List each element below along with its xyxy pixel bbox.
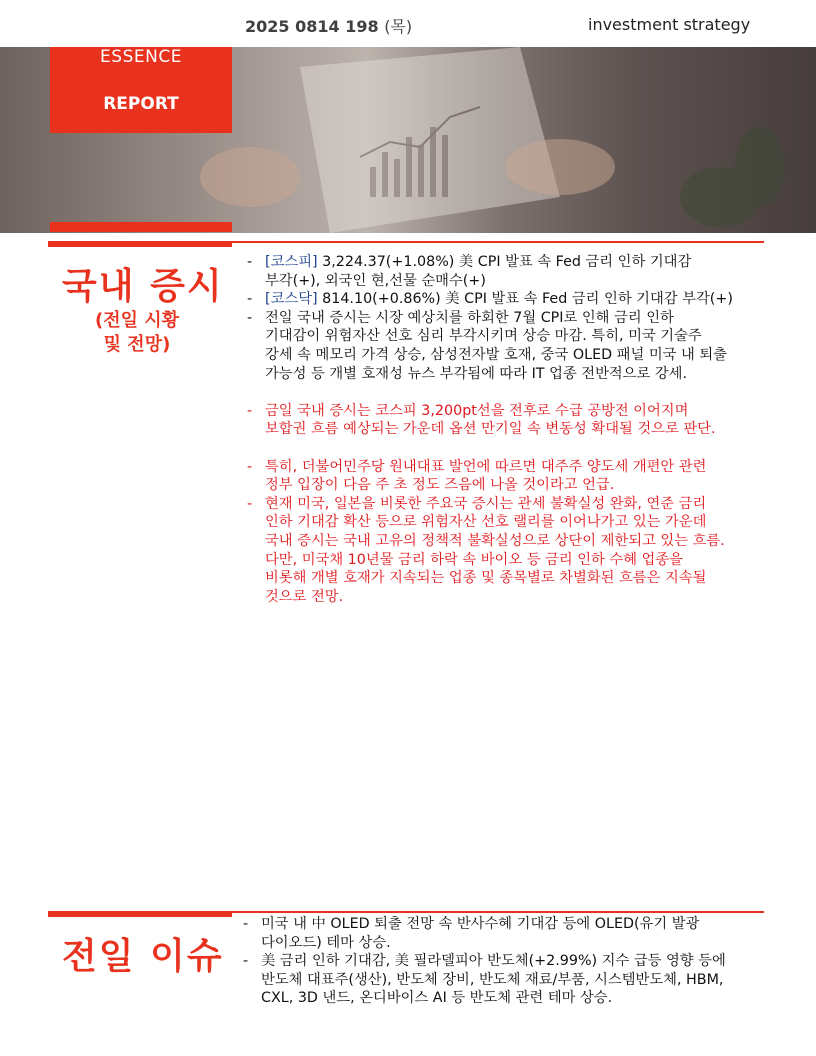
kospi-tag: [코스피] <box>265 254 318 270</box>
issue-line: 반도체 대표주(생산), 반도체 장비, 반도체 재료/부품, 시스템반도체, HBM, <box>261 971 724 988</box>
issue-bullet <box>243 915 726 952</box>
brand-line-report: REPORT <box>103 94 179 114</box>
kospi-bullet <box>247 253 733 290</box>
brand-line-essence: ESSENCE <box>100 47 182 67</box>
review-line: 기대감이 위험자산 선호 심리 부각시키며 상승 마감. 특히, 미국 기술주 <box>265 328 702 345</box>
review-line: - 전일 국내 증시는 시장 예상치를 하회한 7월 CPI로 인해 금리 인하 <box>265 309 674 326</box>
report-category: investment strategy <box>588 15 751 34</box>
global-line: 것으로 전망. <box>265 588 344 605</box>
global-line: 비롯해 개별 호재가 지속되는 업종 및 종목별로 차별화된 흐름은 지속될 <box>265 570 707 587</box>
review-line: 강세 속 메모리 가격 상승, 삼성전자발 호재, 중국 OLED 패널 미국 내 퇴출 <box>265 346 727 363</box>
section-divider-top-thick <box>48 241 232 247</box>
global-line: 다만, 미국채 10년물 금리 하락 속 바이오 등 금리 인하 수혜 업종을 <box>265 551 683 568</box>
review-bullet <box>247 309 733 383</box>
tax-bullet <box>247 458 733 495</box>
global-bullet <box>247 495 733 607</box>
outlook-line: - 금일 국내 증시는 코스피 3,200pt선을 전후로 수급 공방전 이어지며 <box>265 402 689 419</box>
issues-bullets <box>243 915 726 1008</box>
outlook-bullet <box>247 402 733 439</box>
issue-line: - 美 금리 인하 기대감, 美 필라델피아 반도체(+2.99%) 지수 급등 영향 등에 <box>261 953 726 970</box>
global-line: 국내 증시는 국내 고유의 정책적 불확실성으로 상단이 제한되고 있는 흐름. <box>265 532 725 549</box>
subtitle-line-1: (전일 시황 <box>94 310 180 331</box>
global-line: - 현재 미국, 일본을 비롯한 주요국 증시는 관세 불확실성 완화, 연준 금리 <box>265 495 707 512</box>
subtitle-line-2: 및 전망) <box>103 334 171 355</box>
issue-line: - 미국 내 中 OLED 퇴출 전망 속 반사수혜 기대감 등에 OLED(유기 발광 <box>261 916 700 932</box>
day-of-week: (목) <box>384 17 413 36</box>
domestic-market-subtitle <box>62 309 212 357</box>
issues-title: 전일 이슈 <box>62 936 224 977</box>
tax-line: - 특히, 더불어민주당 원내대표 발언에 따르면 대주주 양도세 개편안 관련 <box>265 458 707 475</box>
tax-line: 정부 입장이 다음 주 초 정도 즈음에 나올 것이라고 언급. <box>265 477 615 494</box>
date-number: 2025 0814 198 <box>245 17 379 36</box>
kospi-line-1: 3,224.37(+1.08%) 美 CPI 발표 속 Fed 금리 인하 기대감 <box>317 254 692 270</box>
review-line: 가능성 등 개별 호재성 뉴스 부각됨에 따라 IT 업종 전반적으로 강세. <box>265 365 688 382</box>
section-divider-bottom-thick <box>48 911 232 917</box>
issue-line: CXL, 3D 낸드, 온디바이스 AI 등 반도체 관련 테마 상승. <box>261 990 613 1007</box>
kosdaq-line-1: 814.10(+0.86%) 美 CPI 발표 속 Fed 금리 인하 기대감 부각(+) <box>317 291 733 308</box>
brand-box <box>50 47 232 133</box>
outlook-line: 보합권 흐름 예상되는 가운데 옵션 만기일 속 변동성 확대될 것으로 판단. <box>265 421 716 438</box>
brand-accent-bar <box>50 222 232 232</box>
kospi-line-2: 부각(+), 외국인 현,선물 순매수(+) <box>265 272 486 289</box>
report-date <box>245 14 412 37</box>
kosdaq-bullet <box>247 290 733 309</box>
kosdaq-tag: [코스닥] <box>265 291 318 308</box>
global-line: 인하 기대감 확산 등으로 위험자산 선호 랠리를 이어나가고 있는 가운데 <box>265 514 707 531</box>
domestic-bullets <box>247 253 733 606</box>
issue-line: 다이오드) 테마 상승. <box>261 934 391 951</box>
domestic-market-title: 국내 증시 <box>62 266 224 307</box>
issue-bullet <box>243 952 726 1008</box>
